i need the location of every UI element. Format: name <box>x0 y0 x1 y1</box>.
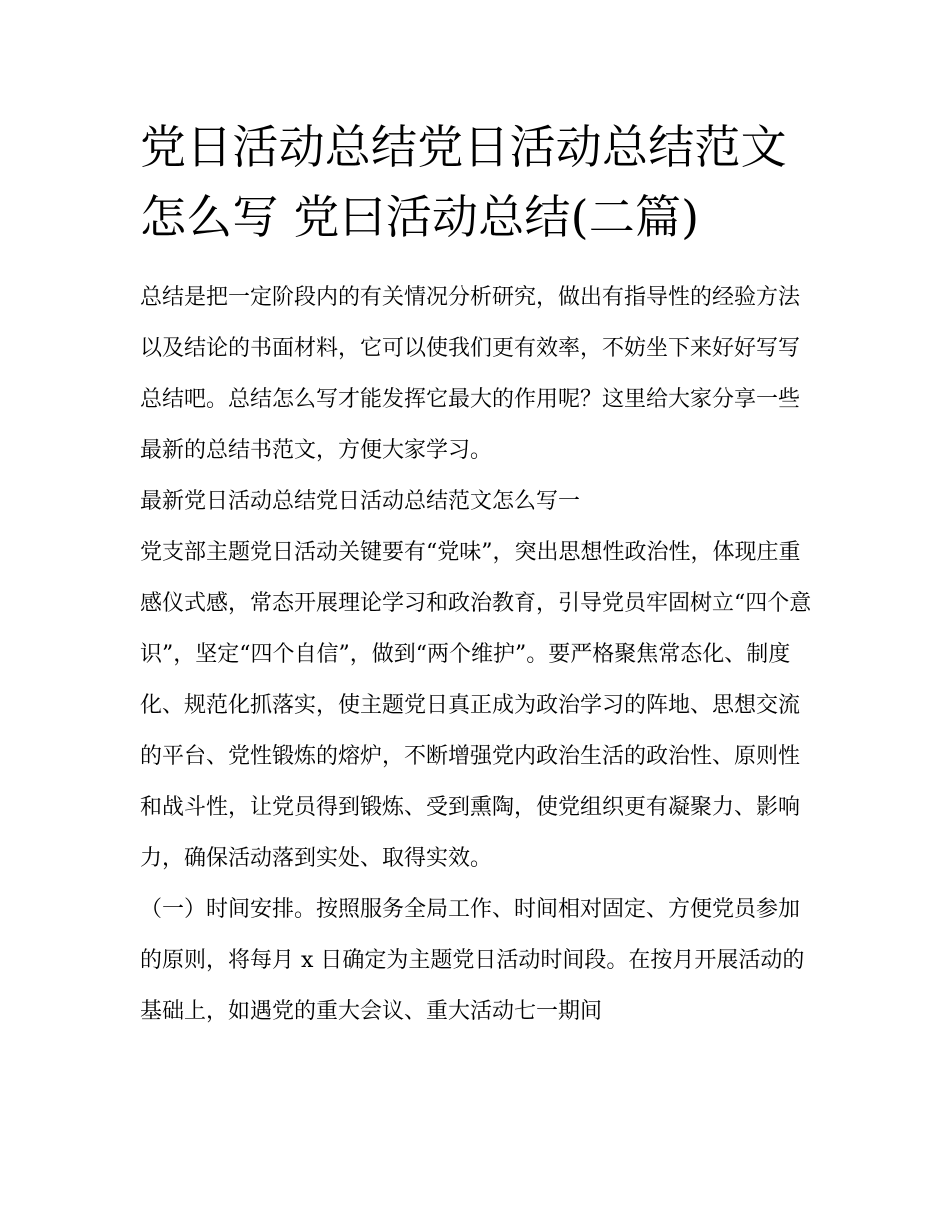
intro-paragraph: 总结是把一定阶段内的有关情况分析研究，做出有指导性的经验方法以及结论的书面材料，它可以使我们更有效率，不妨坐下来好好写写总结吧。总结怎么写才能发挥它最大的作用呢？这里给大家分享一些最新的总结书范文，方便大家学习。 <box>140 285 801 463</box>
document-title: 党日活动总结党日活动总结范文怎么写 党曰活动总结(二篇) <box>140 120 787 244</box>
section-heading: 最新党日活动总结党日活动总结范文怎么写一 <box>140 489 581 514</box>
body-paragraph: 党支部主题党日活动关键要有“党味”，突出思想性政治性，体现庄重感仪式感，常态开展理论学习和政治教育，引导党员牢固树立“四个意识”，坚定“四个自信”，做到“两个维护”。要严格聚焦常态化、制度化、规范化抓落实，使主题党日真正成为政治学习的阵地、思想交流的平台、党性锻炼的熔炉，不断增强党内政治生活的政治性、原则性和战斗性，让党员得到锻炼、受到熏陶，使党组织更有凝聚力、影响力，确保活动落到实处、取得实效。 <box>140 540 812 871</box>
time-arrangement-paragraph: （一）时间安排。按照服务全局工作、时间相对固定、方便党员参加的原则，将每月 x 日确定为主题党日活动时间段。在按月开展活动的基础上，如遇党的重大会议、重大活动七一期间 <box>140 897 805 1024</box>
document-body <box>140 112 812 1037</box>
